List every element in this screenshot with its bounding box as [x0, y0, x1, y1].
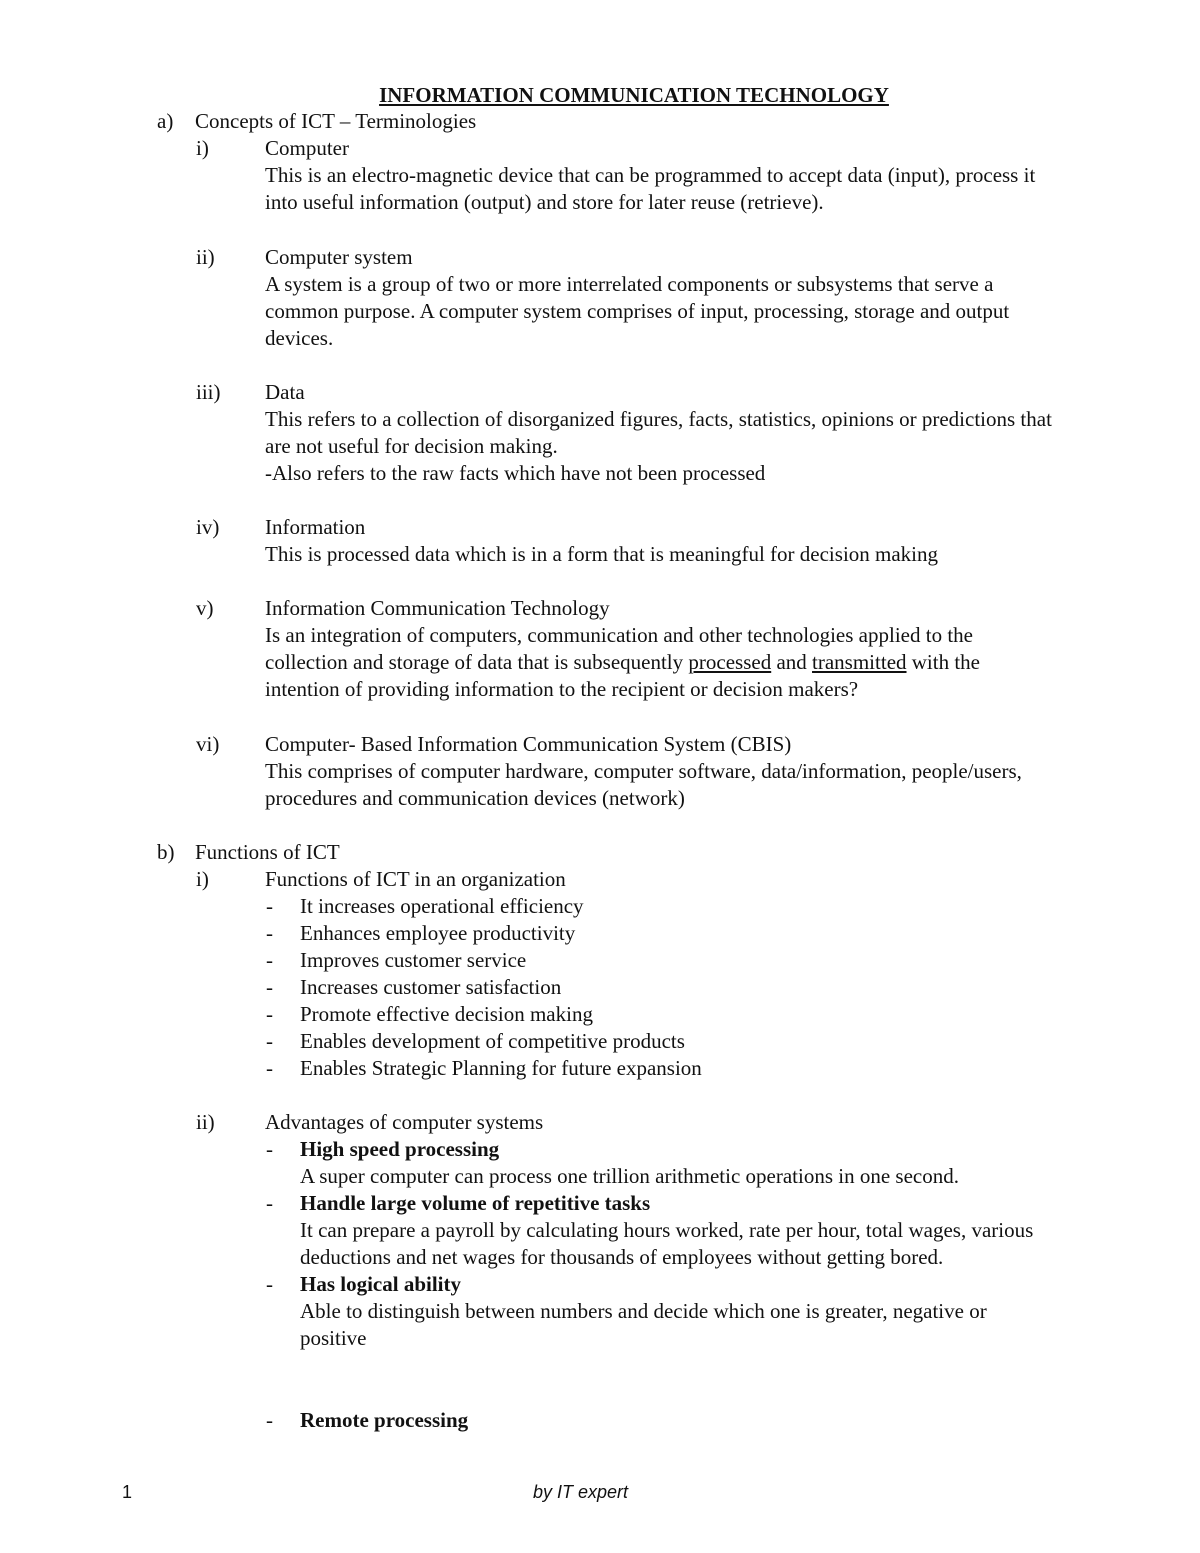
- text-run: with the: [906, 650, 981, 674]
- item-marker: v): [196, 596, 214, 620]
- list-item: Increases customer satisfaction: [300, 975, 562, 999]
- underlined-word: transmitted: [812, 650, 907, 674]
- item-text: A system is a group of two or more interrelated components or subsystems that serve a: [265, 272, 994, 296]
- section-marker: b): [157, 840, 175, 864]
- page-number: 1: [122, 1482, 133, 1502]
- item-text: into useful information (output) and store for later reuse (retrieve).: [265, 190, 824, 214]
- item-text: intention of providing information to the recipient or decision makers?: [265, 677, 859, 701]
- list-item: It increases operational efficiency: [300, 894, 584, 918]
- item-text: -Also refers to the raw facts which have not been processed: [265, 461, 766, 485]
- section-heading: Functions of ICT: [195, 840, 340, 864]
- advantage-text: It can prepare a payroll by calculating hours worked, rate per hour, total wages, various: [300, 1218, 1034, 1242]
- list-item: Enhances employee productivity: [300, 921, 576, 945]
- list-item: Improves customer service: [300, 948, 527, 972]
- item-term: Computer- Based Information Communication System (CBIS): [265, 732, 792, 756]
- item-marker: i): [196, 867, 209, 891]
- item-term: Computer system: [265, 245, 413, 269]
- item-marker: iii): [196, 380, 221, 404]
- footer-byline: by IT expert: [533, 1482, 629, 1502]
- advantage-text: positive: [300, 1326, 367, 1350]
- list-item: Enables Strategic Planning for future expansion: [300, 1056, 702, 1080]
- item-marker: i): [196, 136, 209, 160]
- item-term: Advantages of computer systems: [265, 1110, 544, 1134]
- item-text: devices.: [265, 326, 334, 350]
- item-text: procedures and communication devices (network): [265, 786, 685, 810]
- advantage-heading: High speed processing: [300, 1137, 500, 1161]
- bullet-dash: -: [266, 1056, 273, 1080]
- list-item: Promote effective decision making: [300, 1002, 593, 1026]
- section-heading: Concepts of ICT – Terminologies: [195, 109, 477, 133]
- item-marker: vi): [196, 732, 220, 756]
- item-term: Computer: [265, 136, 349, 160]
- bullet-dash: -: [266, 1272, 273, 1296]
- item-marker: ii): [196, 1110, 215, 1134]
- section-marker: a): [157, 109, 174, 133]
- item-term: Functions of ICT in an organization: [265, 867, 566, 891]
- item-marker: iv): [196, 515, 220, 539]
- advantage-heading: Handle large volume of repetitive tasks: [300, 1191, 651, 1215]
- underlined-word: processed: [688, 650, 772, 674]
- item-text: This refers to a collection of disorganized figures, facts, statistics, opinions or predictions that: [265, 407, 1052, 431]
- item-text: Is an integration of computers, communication and other technologies applied to the: [265, 623, 973, 647]
- bullet-dash: -: [266, 1002, 273, 1026]
- item-term: Data: [265, 380, 305, 404]
- advantage-text: A super computer can process one trillion arithmetic operations in one second.: [300, 1164, 959, 1188]
- bullet-dash: -: [266, 1191, 273, 1215]
- advantage-text: Able to distinguish between numbers and decide which one is greater, negative or: [300, 1299, 987, 1323]
- bullet-dash: -: [266, 948, 273, 972]
- list-item: Enables development of competitive products: [300, 1029, 685, 1053]
- bullet-dash: -: [266, 921, 273, 945]
- item-text: This is an electro-magnetic device that can be programmed to accept data (input), process it: [265, 163, 1036, 187]
- page-title: INFORMATION COMMUNICATION TECHNOLOGY: [379, 83, 889, 107]
- advantage-heading: Has logical ability: [300, 1272, 462, 1296]
- item-marker: ii): [196, 245, 215, 269]
- bullet-dash: -: [266, 894, 273, 918]
- item-text: This is processed data which is in a form that is meaningful for decision making: [265, 542, 939, 566]
- item-text: are not useful for decision making.: [265, 434, 558, 458]
- item-text: common purpose. A computer system comprises of input, processing, storage and output: [265, 299, 1010, 323]
- item-term: Information: [265, 515, 366, 539]
- advantage-heading: Remote processing: [300, 1408, 469, 1432]
- advantage-text: deductions and net wages for thousands of employees without getting bored.: [300, 1245, 944, 1269]
- item-text: This comprises of computer hardware, computer software, data/information, people/users,: [265, 759, 1022, 783]
- bullet-dash: -: [266, 1029, 273, 1053]
- bullet-dash: -: [266, 1408, 273, 1432]
- text-run: and: [771, 650, 813, 674]
- bullet-dash: -: [266, 1137, 273, 1161]
- item-text: [265, 649, 980, 676]
- bullet-dash: -: [266, 975, 273, 999]
- item-term: Information Communication Technology: [265, 596, 610, 620]
- text-run: collection and storage of data that is subsequently: [265, 650, 689, 674]
